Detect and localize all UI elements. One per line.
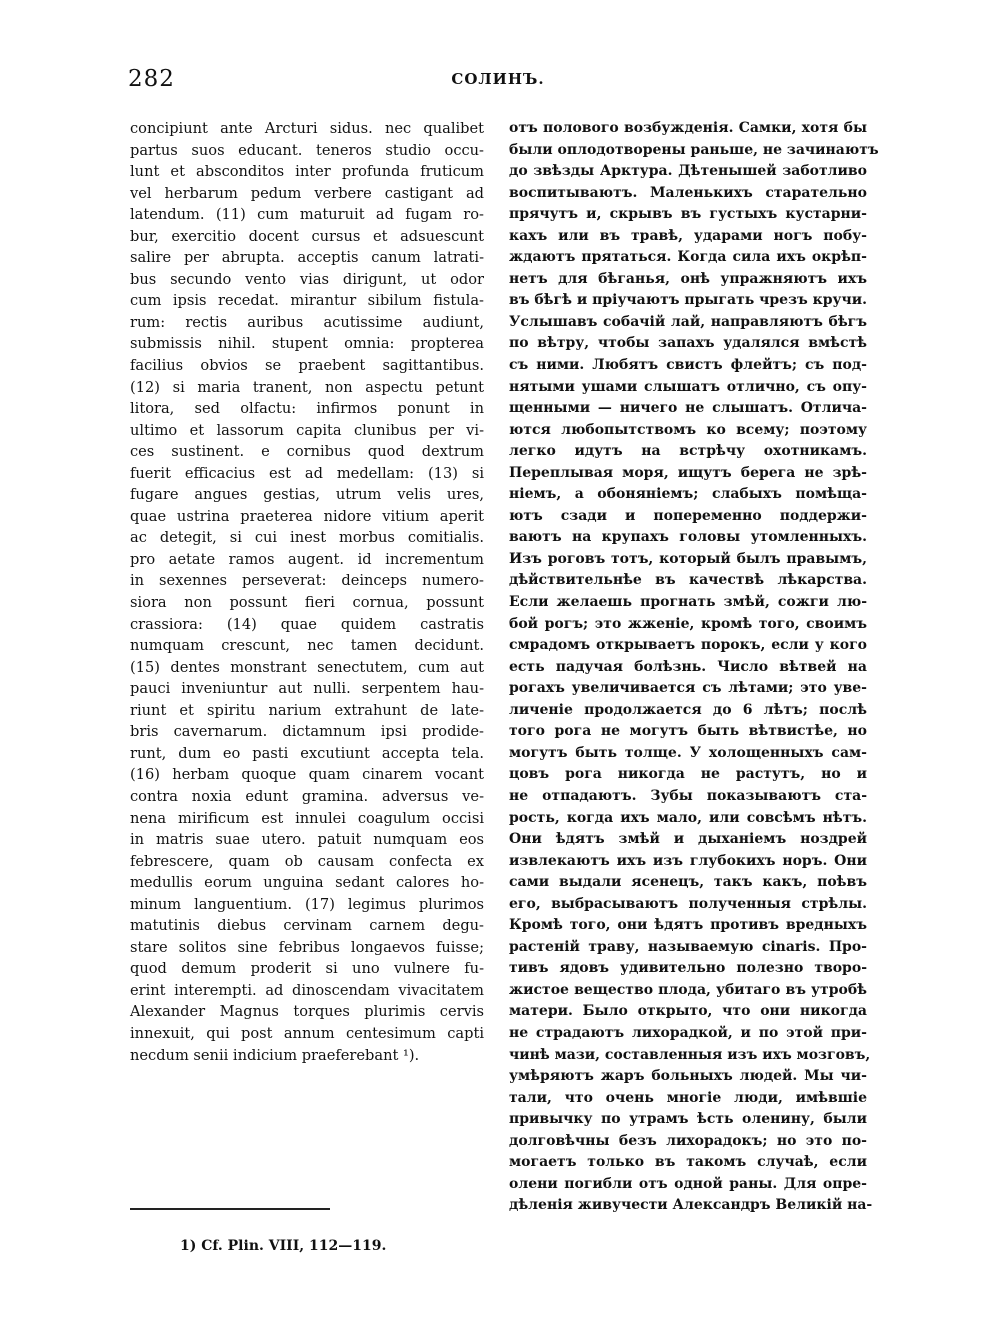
text-line: бой рогъ; это жженіе, кромѣ того, своимъ <box>509 615 867 632</box>
text-line: Кромѣ того, они ѣдятъ противъ вредныхъ <box>509 917 867 934</box>
text-line: ждаютъ прятаться. Когда сила ихъ окрѣп- <box>509 249 867 266</box>
text-line: личеніе продолжается до 6 лѣтъ; послѣ <box>509 701 867 718</box>
text-line: facilius obvios se praebent sagittantibus. <box>130 357 484 375</box>
text-line: cum ipsis recedat. mirantur sibilum fistula- <box>130 292 484 310</box>
text-line: чинѣ мази, составленныя изъ ихъ мозговъ, <box>509 1046 871 1063</box>
text-line: in matris suae utero. patuit numquam eos <box>130 831 484 849</box>
footnote: 1) Cf. Plin. VIII, 112—119. <box>180 1238 387 1254</box>
text-line: отъ полового возбужденія. Самки, хотя бы <box>509 120 867 136</box>
text-line: дѣленія живучести Александръ Великій на- <box>509 1197 873 1214</box>
text-line: по вѣтру, чтобы запахъ удалялся вмѣстѣ <box>509 335 867 352</box>
text-line: bur, exercitio docent cursus et adsuescunt <box>130 227 484 245</box>
text-line: Они ѣдятъ змѣй и дыханіемъ ноздрей <box>509 831 867 848</box>
text-line: partus suos educant. teneros studio occu- <box>130 141 484 159</box>
text-line: долговѣчны безъ лихорадокъ; но это по- <box>509 1132 867 1149</box>
text-line: Изъ роговъ тотъ, который былъ правымъ, <box>509 550 867 567</box>
text-line: извлекаютъ ихъ изъ глубокихъ норъ. Они <box>509 852 867 869</box>
text-line: щенными — ничего не слышатъ. Отлича- <box>509 400 867 417</box>
text-line: не отпадаютъ. Зубы показываютъ ста- <box>509 787 867 804</box>
text-line: олени погибли отъ одной раны. Для опре- <box>509 1175 867 1192</box>
text-line: растеній траву, называемую cinaris. Про- <box>509 938 867 955</box>
text-line: (16) herbam quoque quam cinarem vocant <box>130 766 484 784</box>
russian-translation-column <box>509 118 879 1217</box>
text-line: rum: rectis auribus acutissime audiunt, <box>130 313 484 331</box>
text-line: crassiora: (14) quae quidem castratis <box>130 615 484 633</box>
text-line: quod demum proderit si uno vulnere fu- <box>130 960 484 978</box>
text-line: рогахъ увеличивается съ лѣтами; это уве- <box>509 680 867 697</box>
text-line: pauci inveniuntur aut nulli. serpentem hau- <box>130 680 484 698</box>
text-line: не страдаютъ лихорадкой, и по этой при- <box>509 1024 867 1041</box>
text-line: concipiunt ante Arcturi sidus. nec qualibet <box>130 120 484 137</box>
text-line: salire per abrupta. acceptis canum latrati- <box>130 249 484 267</box>
text-line: ются любопытствомъ ко всему; поэтому <box>509 421 867 438</box>
text-line: minum languentium. (17) legimus plurimos <box>130 895 484 913</box>
text-line: (12) si maria tranent, non aspectu petunt <box>130 378 484 396</box>
text-line: ac detegit, si cui inest morbus comitialis. <box>130 529 484 547</box>
text-line: latendum. (11) cum maturuit ad fugam ro- <box>130 206 484 224</box>
text-line: умѣряютъ жаръ больныхъ людей. Мы чи- <box>509 1068 867 1085</box>
text-line: ютъ сзади и попеременно поддержи- <box>509 507 867 524</box>
text-line: съ ними. Любятъ свистъ флейтъ; съ под- <box>509 357 867 374</box>
text-line: matutinis diebus cervinam carnem degu- <box>130 917 484 935</box>
text-line: submissis nihil. stupent omnia: propterea <box>130 335 484 353</box>
text-line: были оплодотворены раньше, не зачинаютъ <box>509 141 879 158</box>
text-line: ces sustinent. e cornibus quod dextrum <box>130 443 484 461</box>
running-title: СОЛИНЪ. <box>451 70 545 88</box>
text-line: Услышавъ собачій лай, направляютъ бѣгъ <box>509 313 867 330</box>
text-line: erint interempti. ad dinoscendam vivacitatem <box>130 981 484 999</box>
text-line: дѣйствительнѣе въ качествѣ лѣкарства. <box>509 572 867 589</box>
text-line: lunt et absconditos inter profunda fruticum <box>130 163 484 181</box>
text-line: febrescere, quam ob causam confecta ex <box>130 852 484 870</box>
text-line: riunt et spiritu narium extrahunt de late- <box>130 701 484 719</box>
footnote-divider <box>130 1208 330 1210</box>
text-line: въ бѣгѣ и пріучаютъ прыгать чрезъ кручи. <box>509 292 867 309</box>
text-line: кахъ или въ травѣ, ударами ногъ побу- <box>509 227 867 244</box>
text-line: ultimo et lassorum capita clunibus per vi- <box>130 421 484 439</box>
text-line: до звѣзды Арктура. Дѣтенышей заботливо <box>509 163 867 180</box>
text-line: жистое вещество плода, убитаго въ утробѣ <box>509 981 867 998</box>
text-line: runt, dum eo pasti excutiunt accepta tela. <box>130 744 484 762</box>
text-line: bris cavernarum. dictamnum ipsi prodide- <box>130 723 484 741</box>
text-line: fuerit efficacius est ad medellam: (13) si <box>130 464 484 482</box>
text-line: siora non possunt fieri cornua, possunt <box>130 594 484 612</box>
page-header <box>128 66 868 96</box>
text-line: тивъ ядовъ удивительно полезно творо- <box>509 960 867 977</box>
text-line: pro aetate ramos augent. id incrementum <box>130 550 484 568</box>
text-line: nena mirificum est innulei coagulum occisi <box>130 809 484 827</box>
text-line: necdum senii indicium praeferebant ¹). <box>130 1046 420 1064</box>
text-line: привычку по утрамъ ѣсть оленину, были <box>509 1111 867 1128</box>
text-line: fugare angues gestias, utrum velis ures, <box>130 486 484 504</box>
text-line: цовъ рога никогда не растутъ, но и <box>509 766 867 783</box>
text-line: medullis eorum unguina sedant calores ho- <box>130 874 484 892</box>
text-line: contra noxia edunt gramina. adversus ve- <box>130 787 484 805</box>
text-line: quae ustrina praeterea nidore vitium aperit <box>130 507 484 525</box>
text-line: bus secundo vento vias dirigunt, ut odor <box>130 270 484 288</box>
text-line: тали, что очень многіе люди, имѣвшіе <box>509 1089 867 1106</box>
text-line: vel herbarum pedum verbere castigant ad <box>130 184 484 202</box>
text-line: stare solitos sine febribus longaevos fuisse; <box>130 938 484 956</box>
text-line: innexuit, qui post annum centesimum capti <box>130 1024 484 1042</box>
text-line: могаетъ только въ такомъ случаѣ, если <box>509 1154 867 1171</box>
page-number: 282 <box>128 66 175 92</box>
text-line: ваютъ на крупахъ головы утомленныхъ. <box>509 529 867 546</box>
text-line: прячутъ и, скрывъ въ густыхъ кустарни- <box>509 206 867 223</box>
text-line: того рога не могутъ быть вѣтвистѣе, но <box>509 723 867 740</box>
text-line: Переплывая моря, ищутъ берега не зрѣ- <box>509 464 867 481</box>
text-line: litora, sed olfactu: infirmos ponunt in <box>130 400 484 418</box>
text-line: Alexander Magnus torques plurimis cervis <box>130 1003 484 1021</box>
text-line: нетъ для бѣганья, онѣ упражняютъ ихъ <box>509 270 867 287</box>
text-line: рость, когда ихъ мало, или совсѣмъ нѣтъ. <box>509 809 867 826</box>
text-line: нятыми ушами слышатъ отлично, съ опу- <box>509 378 867 395</box>
text-line: воспитываютъ. Маленькихъ старательно <box>509 184 867 201</box>
text-line: ніемъ, а обоняніемъ; слабыхъ помѣща- <box>509 486 867 503</box>
text-line: его, выбрасываютъ полученныя стрѣлы. <box>509 895 867 912</box>
text-line: есть падучая болѣзнь. Число вѣтвей на <box>509 658 867 675</box>
text-line: смрадомъ открываетъ порокъ, если у кого <box>509 637 867 654</box>
text-line: Если желаешь прогнать змѣй, сожги лю- <box>509 594 867 611</box>
text-line: сами выдали ясенецъ, такъ какъ, поѣвъ <box>509 874 867 891</box>
text-line: матери. Было открыто, что они никогда <box>509 1003 867 1020</box>
text-line: numquam crescunt, nec tamen decidunt. <box>130 637 484 655</box>
latin-text-column <box>130 118 484 1066</box>
text-line: могутъ быть толще. У холощенныхъ сам- <box>509 744 867 761</box>
text-line: легко идутъ на встрѣчу охотникамъ. <box>509 443 867 460</box>
text-line: in sexennes perseverat: deinceps numero- <box>130 572 484 590</box>
text-line: (15) dentes monstrant senectutem, cum aut <box>130 658 484 676</box>
